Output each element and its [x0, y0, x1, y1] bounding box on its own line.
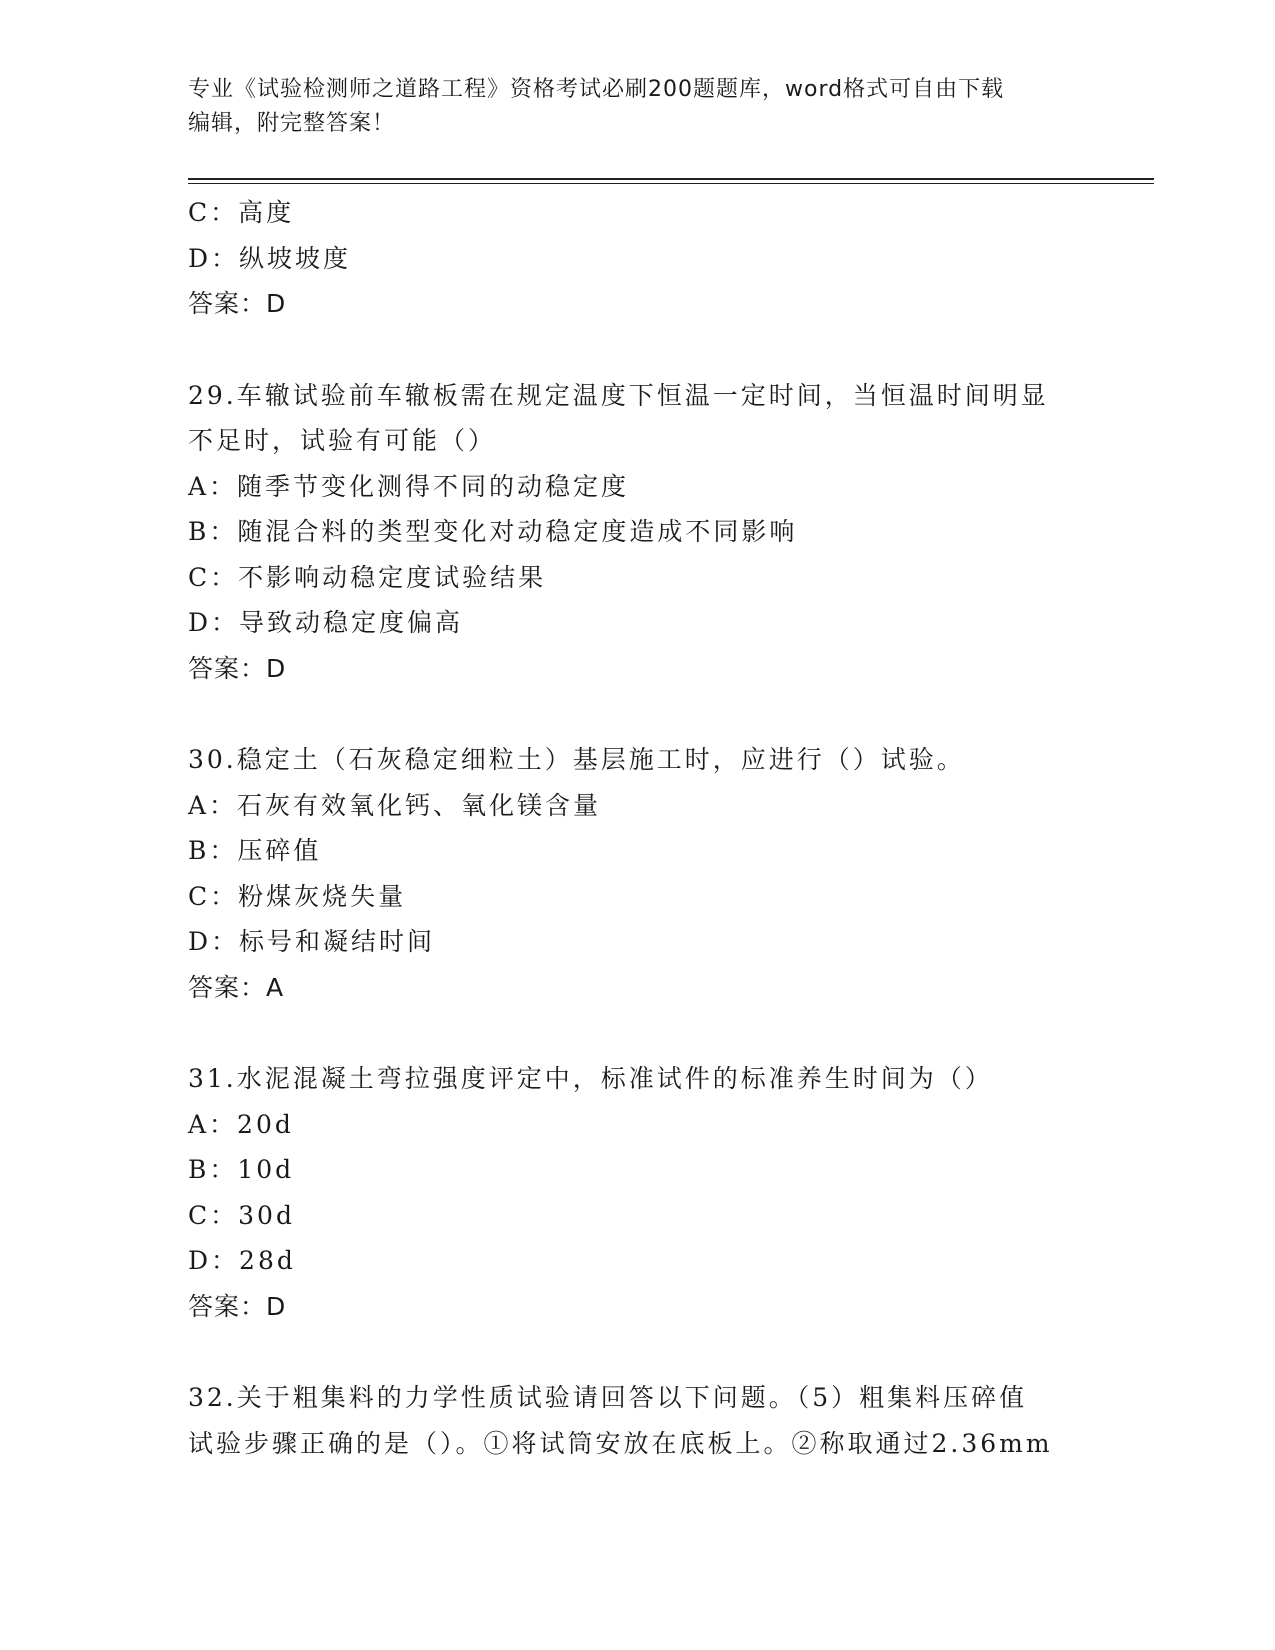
option-c: C：30d [188, 1200, 295, 1230]
option-c: C：高度 [188, 198, 295, 227]
answer-line: 答案：A [188, 972, 285, 1002]
question-30 [188, 737, 1088, 1010]
answer-line: 答案：D [188, 289, 287, 318]
document-body [188, 190, 1088, 1466]
question-stem: 32.关于粗集料的力学性质试验请回答以下问题。（5）粗集料压碎值 [188, 1383, 1028, 1412]
option-b: B：随混合料的类型变化对动稳定度造成不同影响 [188, 517, 798, 546]
question-28-tail [188, 190, 1088, 327]
option-a: A：20d [188, 1109, 294, 1139]
option-b: B：10d [188, 1155, 295, 1184]
document-header [188, 73, 1088, 141]
question-stem-continued: 试验步骤正确的是（）。①将试筒安放在底板上。②称取通过2.36mm [188, 1428, 1053, 1458]
option-d: D：导致动稳定度偏高 [188, 608, 464, 637]
spacer [188, 691, 1088, 737]
answer-line: 答案：D [188, 653, 287, 683]
question-stem: 30.稳定土（石灰稳定细粒土）基层施工时，应进行（）试验。 [188, 745, 965, 774]
header-line-2: 编辑，附完整答案！ [188, 111, 396, 136]
option-d: D：28d [188, 1246, 296, 1275]
option-b: B：压碎值 [188, 836, 322, 865]
header-line-1: 专业《试验检测师之道路工程》资格考试必刷200题题库，word格式可自由下载 [188, 77, 1005, 102]
option-d: D：标号和凝结时间 [188, 927, 436, 956]
option-c: C：不影响动稳定度试验结果 [188, 562, 547, 592]
option-c: C：粉煤灰烧失量 [188, 881, 407, 911]
spacer [188, 1010, 1088, 1056]
option-a: A：石灰有效氧化钙、氧化镁含量 [188, 790, 602, 820]
question-stem-continued: 不足时，试验有可能（） [188, 426, 497, 455]
question-29 [188, 373, 1088, 692]
question-31 [188, 1056, 1088, 1329]
header-divider-thin [188, 183, 1154, 184]
spacer [188, 1329, 1088, 1375]
spacer [188, 327, 1088, 373]
answer-line: 答案：D [188, 1291, 287, 1321]
option-a: A：随季节变化测得不同的动稳定度 [188, 471, 630, 501]
question-32 [188, 1375, 1088, 1466]
question-stem: 29.车辙试验前车辙板需在规定温度下恒温一定时间，当恒温时间明显 [188, 380, 1049, 410]
question-stem: 31.水泥混凝土弯拉强度评定中，标准试件的标准养生时间为（） [188, 1064, 993, 1093]
header-divider-thick [188, 178, 1154, 180]
option-d: D：纵坡坡度 [188, 243, 352, 273]
